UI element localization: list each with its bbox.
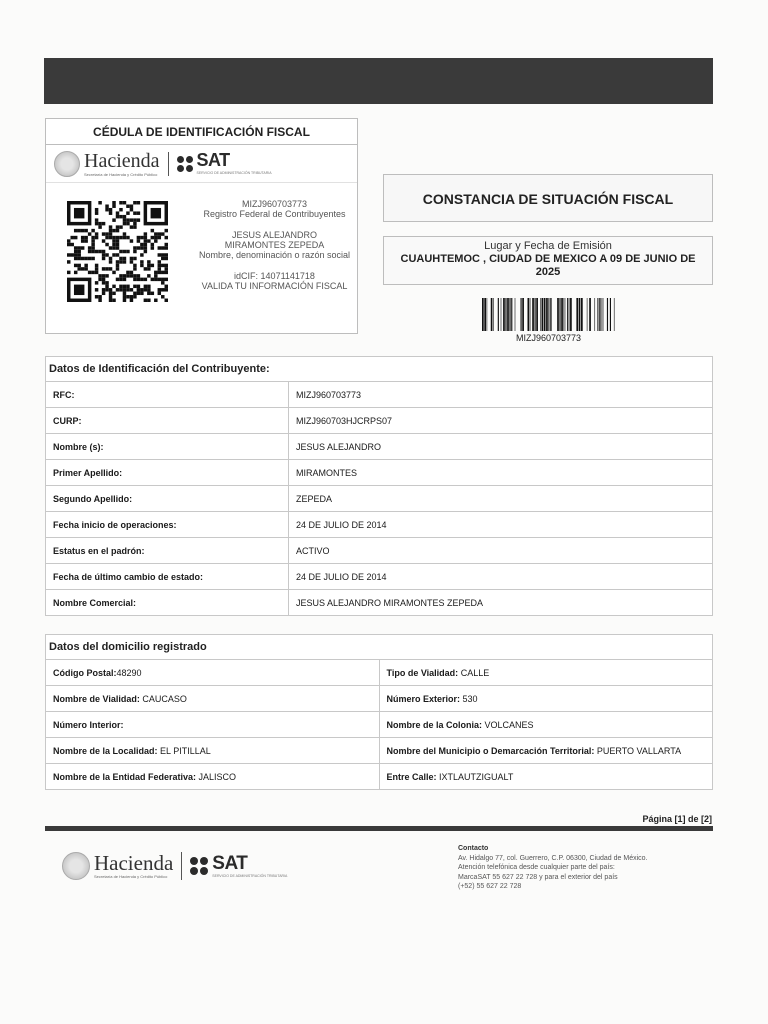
- rfc-value: MIZJ960703773: [289, 382, 713, 408]
- municipio-value: PUERTO VALLARTA: [594, 745, 682, 756]
- table-row: [46, 408, 713, 434]
- table-row: [46, 712, 713, 738]
- entidad-federativa-cell: [46, 764, 380, 790]
- contacto-line: MarcaSAT 55 627 22 728 y para el exterior del país: [458, 873, 618, 881]
- nombre-comercial-label: Nombre Comercial:: [46, 590, 289, 616]
- segundo-apellido-value: ZEPEDA: [289, 486, 713, 512]
- footer-hacienda-text: Hacienda: [94, 851, 174, 875]
- cedula-name-caption: Nombre, denominación o razón social: [198, 250, 351, 260]
- cedula-title: CÉDULA DE IDENTIFICACIÓN FISCAL: [46, 119, 357, 145]
- table-row: [46, 538, 713, 564]
- identificacion-table: [45, 356, 713, 616]
- sat-dots-icon: [177, 156, 193, 172]
- entre-calle-cell: [379, 764, 713, 790]
- tipo-vialidad-value: CALLE: [458, 667, 490, 678]
- cedula-logos: [46, 145, 357, 183]
- numero-interior-label: Número Interior:: [53, 719, 124, 730]
- localidad-value: EL PITILLAL: [157, 745, 211, 756]
- lugar-fecha-box: [383, 236, 713, 285]
- cedula-info: [192, 199, 357, 302]
- qr-code-icon[interactable]: [67, 201, 168, 302]
- hacienda-logo-text: Hacienda: [84, 149, 160, 172]
- table-row: [46, 564, 713, 590]
- colonia-cell: [379, 712, 713, 738]
- municipio-label: Nombre del Municipio o Demarcación Territorial:: [386, 745, 595, 756]
- localidad-label: Nombre de la Localidad:: [53, 745, 158, 756]
- estatus-label: Estatus en el padrón:: [46, 538, 289, 564]
- table-row: [46, 590, 713, 616]
- curp-label: CURP:: [46, 408, 289, 434]
- table-row: [46, 382, 713, 408]
- contacto-line: Atención telefónica desde cualquier parte del país:: [458, 864, 615, 871]
- nombre-vialidad-value: CAUCASO: [139, 693, 187, 704]
- sat-dots-icon: [190, 857, 208, 875]
- mexico-seal-icon: [62, 852, 90, 880]
- nombre-value: JESUS ALEJANDRO: [289, 434, 713, 460]
- sat-logo-text: SAT: [196, 150, 230, 170]
- footer-sat-subtitle: SERVICIO DE ADMINISTRACIÓN TRIBUTARIA: [212, 873, 288, 878]
- identificacion-header: Datos de Identificación del Contribuyente:: [46, 357, 713, 382]
- segundo-apellido-label: Segundo Apellido:: [46, 486, 289, 512]
- sat-logo-subtitle: SERVICIO DE ADMINISTRACIÓN TRIBUTARIA: [196, 171, 272, 175]
- codigo-postal-value: 48290: [116, 667, 142, 678]
- table-row: [46, 738, 713, 764]
- rfc-label: RFC:: [46, 382, 289, 408]
- lugar-fecha-label: Lugar y Fecha de Emisión: [484, 240, 612, 252]
- entidad-federativa-label: Nombre de la Entidad Federativa:: [53, 771, 197, 782]
- entidad-federativa-value: JALISCO: [196, 771, 237, 782]
- nombre-label: Nombre (s):: [46, 434, 289, 460]
- table-row: [46, 460, 713, 486]
- lugar-fecha-value: CUAUHTEMOC , CIUDAD DE MEXICO A 09 DE JUNIO DE 2025: [400, 253, 696, 278]
- tipo-vialidad-label: Tipo de Vialidad:: [386, 667, 459, 678]
- domicilio-header: Datos del domicilio registrado: [46, 635, 713, 660]
- localidad-cell: [46, 738, 380, 764]
- contacto-title: Contacto: [458, 845, 489, 852]
- municipio-cell: [379, 738, 713, 764]
- codigo-postal-cell: [46, 660, 380, 686]
- table-row: [46, 660, 713, 686]
- cedula-name-line2: MIRAMONTES ZEPEDA: [224, 240, 325, 250]
- mexico-seal-icon: [54, 151, 80, 177]
- cedula-idcif: idCIF: 14071141718: [234, 271, 315, 281]
- page-number: Página [1] de [2]: [642, 814, 712, 824]
- cedula-rfc: MIZJ960703773: [241, 199, 308, 209]
- entre-calle-label: Entre Calle:: [386, 771, 437, 782]
- curp-value: MIZJ960703HJCRPS07: [289, 408, 713, 434]
- header-bar: [44, 58, 713, 104]
- logo-divider: [168, 152, 169, 176]
- table-row: [46, 764, 713, 790]
- numero-exterior-cell: [379, 686, 713, 712]
- numero-interior-cell: [46, 712, 380, 738]
- table-row: [46, 512, 713, 538]
- fecha-inicio-label: Fecha inicio de operaciones:: [46, 512, 289, 538]
- footer-logos: [62, 852, 287, 880]
- hacienda-logo-subtitle: Secretaría de Hacienda y Crédito Público: [84, 171, 158, 177]
- fecha-cambio-label: Fecha de último cambio de estado:: [46, 564, 289, 590]
- nombre-comercial-value: JESUS ALEJANDRO MIRAMONTES ZEPEDA: [289, 590, 713, 616]
- footer-hacienda-subtitle: Secretaría de Hacienda y Crédito Público: [94, 874, 168, 879]
- footer-divider: [45, 826, 713, 831]
- numero-exterior-value: 530: [460, 693, 478, 704]
- contacto-line: Av. Hidalgo 77, col. Guerrero, C.P. 06300, Ciudad de México.: [458, 854, 648, 862]
- nombre-vialidad-cell: [46, 686, 380, 712]
- barcode-text: MIZJ960703773: [515, 333, 582, 343]
- table-row: [46, 686, 713, 712]
- fecha-cambio-value: 24 DE JULIO DE 2014: [289, 564, 713, 590]
- colonia-label: Nombre de la Colonia:: [386, 719, 483, 730]
- footer-sat-text: SAT: [212, 852, 248, 874]
- cedula-card: [45, 118, 358, 334]
- fecha-inicio-value: 24 DE JULIO DE 2014: [289, 512, 713, 538]
- codigo-postal-label: Código Postal:: [53, 667, 117, 678]
- nombre-vialidad-label: Nombre de Vialidad:: [53, 693, 140, 704]
- cedula-rfc-caption: Registro Federal de Contribuyentes: [203, 209, 346, 219]
- table-row: [46, 486, 713, 512]
- cedula-name-line1: JESUS ALEJANDRO: [231, 230, 318, 240]
- colonia-value: VOLCANES: [482, 719, 534, 730]
- contacto-line: (+52) 55 627 22 728: [458, 883, 522, 890]
- estatus-value: ACTIVO: [289, 538, 713, 564]
- tipo-vialidad-cell: [379, 660, 713, 686]
- table-row: [46, 434, 713, 460]
- cedula-valida: VALIDA TU INFORMACIÓN FISCAL: [201, 281, 348, 291]
- logo-divider: [181, 852, 182, 880]
- entre-calle-value: IXTLAUTZIGUALT: [436, 771, 514, 782]
- numero-exterior-label: Número Exterior:: [386, 693, 461, 704]
- constancia-title: CONSTANCIA DE SITUACIÓN FISCAL: [383, 174, 713, 222]
- primer-apellido-label: Primer Apellido:: [46, 460, 289, 486]
- contacto-block: [458, 844, 708, 892]
- primer-apellido-value: MIRAMONTES: [289, 460, 713, 486]
- barcode-icon: [482, 298, 615, 331]
- domicilio-table: [45, 634, 713, 790]
